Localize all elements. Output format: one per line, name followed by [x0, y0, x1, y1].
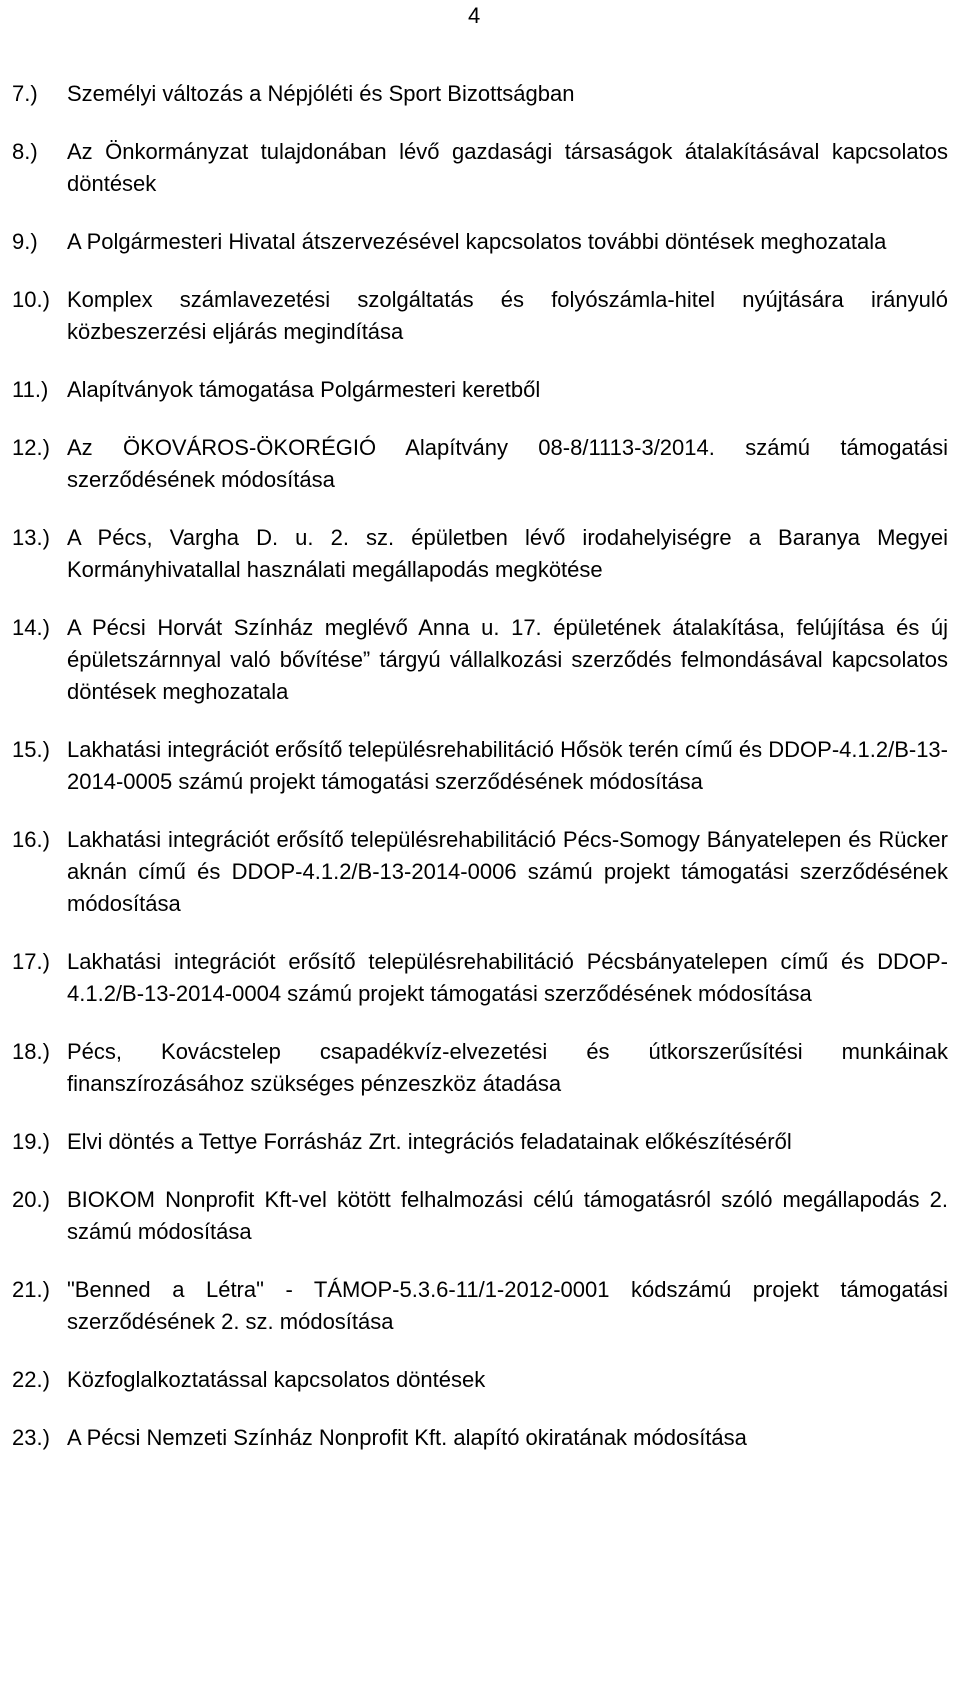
- agenda-item: [0, 1184, 960, 1248]
- agenda-item-number: 7.): [12, 81, 38, 106]
- agenda-item-number: 22.): [12, 1367, 50, 1392]
- agenda-item: [0, 1364, 960, 1396]
- agenda-item-number: 13.): [12, 525, 50, 550]
- agenda-item-number: 12.): [12, 435, 50, 460]
- agenda-item: [0, 284, 960, 348]
- agenda-item-text: A Pécs, Vargha D. u. 2. sz. épületben lévő irodahelyiségre a Baranya Megyei Kormányhivatallal használati megállapodás megkötése: [67, 525, 948, 582]
- agenda-item: [0, 734, 960, 798]
- agenda-item-text: Az Önkormányzat tulajdonában lévő gazdasági társaságok átalakításával kapcsolatos döntések: [67, 139, 948, 196]
- agenda-item-text: Komplex számlavezetési szolgáltatás és folyószámla-hitel nyújtására irányuló közbeszerzési eljárás megindítása: [67, 287, 948, 344]
- agenda-item-text: Közfoglalkoztatással kapcsolatos döntések: [67, 1367, 486, 1392]
- agenda-item-number: 19.): [12, 1129, 50, 1154]
- agenda-item-text: Pécs, Kovácstelep csapadékvíz-elvezetési és útkorszerűsítési munkáinak finanszírozásához szükséges pénzeszköz átadása: [67, 1039, 948, 1096]
- agenda-item: [0, 612, 960, 708]
- agenda-item: [0, 946, 960, 1010]
- agenda-item-text: Az ÖKOVÁROS-ÖKORÉGIÓ Alapítvány 08-8/1113-3/2014. számú támogatási szerződésének módosítása: [67, 435, 948, 492]
- agenda-item: [0, 1036, 960, 1100]
- agenda-item-text: Alapítványok támogatása Polgármesteri keretből: [67, 377, 541, 402]
- agenda-list: [0, 78, 960, 1454]
- agenda-item: [0, 136, 960, 200]
- agenda-item-number: 21.): [12, 1277, 50, 1302]
- agenda-item-text: BIOKOM Nonprofit Kft-vel kötött felhalmozási célú támogatásról szóló megállapodás 2. számú módosítása: [67, 1187, 948, 1244]
- agenda-item-number: 23.): [12, 1425, 50, 1450]
- agenda-item: [0, 522, 960, 586]
- agenda-item-text: Elvi döntés a Tettye Forrásház Zrt. integrációs feladatainak előkészítéséről: [67, 1129, 792, 1154]
- agenda-item: [0, 432, 960, 496]
- agenda-item-number: 8.): [12, 139, 38, 164]
- agenda-item-number: 15.): [12, 737, 50, 762]
- agenda-item-number: 9.): [12, 229, 38, 254]
- agenda-item-text: A Pécsi Nemzeti Színház Nonprofit Kft. alapító okiratának módosítása: [67, 1425, 747, 1450]
- agenda-item-text: Lakhatási integrációt erősítő településrehabilitáció Pécsbányatelepen című és DDOP-4.1.2/B-13-2014-0004 számú projekt támogatási szerződésének módosítása: [67, 949, 948, 1006]
- agenda-item-text: Lakhatási integrációt erősítő településrehabilitáció Pécs-Somogy Bányatelepen és Rücker aknán című és DDOP-4.1.2/B-13-2014-0006 számú projekt támogatási szerződésének módosítása: [67, 827, 948, 916]
- page-number: 4: [468, 3, 481, 28]
- agenda-item-number: 18.): [12, 1039, 50, 1064]
- agenda-item: [0, 78, 960, 110]
- agenda-item-text: A Pécsi Horvát Színház meglévő Anna u. 17. épületének átalakítása, felújítása és új épületszárnnyal való bővítése” tárgyú vállalkozási szerződés felmondásával kapcsolatos döntések meghozatala: [67, 615, 948, 704]
- agenda-item: [0, 1126, 960, 1158]
- agenda-item-text: A Polgármesteri Hivatal átszervezésével kapcsolatos további döntések meghozatala: [67, 229, 887, 254]
- agenda-item-text: Lakhatási integrációt erősítő településrehabilitáció Hősök terén című és DDOP-4.1.2/B-13-2014-0005 számú projekt támogatási szerződésének módosítása: [67, 737, 948, 794]
- agenda-item-text: "Benned a Létra" - TÁMOP-5.3.6-11/1-2012-0001 kódszámú projekt támogatási szerződésének 2. sz. módosítása: [67, 1277, 948, 1334]
- agenda-item-number: 10.): [12, 287, 50, 312]
- agenda-item: [0, 226, 960, 258]
- agenda-item-text: Személyi változás a Népjóléti és Sport Bizottságban: [67, 81, 575, 106]
- agenda-item-number: 11.): [12, 377, 49, 402]
- agenda-item-number: 16.): [12, 827, 50, 852]
- agenda-item-number: 20.): [12, 1187, 50, 1212]
- agenda-item: [0, 374, 960, 406]
- agenda-item-number: 17.): [12, 949, 50, 974]
- agenda-item: [0, 1422, 960, 1454]
- agenda-item: [0, 1274, 960, 1338]
- agenda-item: [0, 824, 960, 920]
- agenda-item-number: 14.): [12, 615, 50, 640]
